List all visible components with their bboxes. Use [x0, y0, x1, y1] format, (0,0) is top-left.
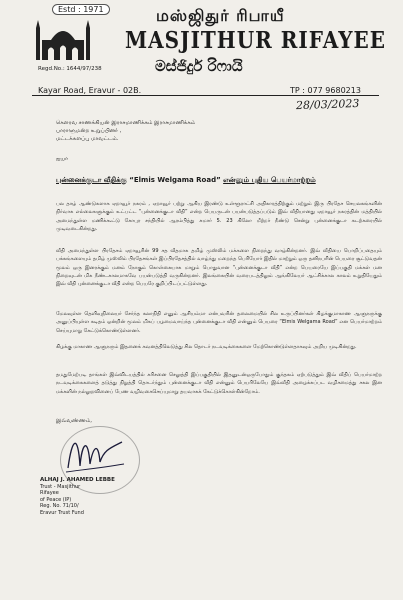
body-paragraph: கிழக்கு மாகாண ஆளுநரும் இதனைக் கவனத்திலெடுத்து சில தொடர் நடவடிக்கைகளை மேற்கொண்டுள்ளதாகவும் அறிய முடிகின்றது. — [56, 344, 357, 350]
letterhead-divider — [32, 95, 379, 96]
subject-line — [56, 176, 316, 185]
registration-number: Regd.No.: 1644/97/238 — [38, 66, 102, 72]
org-name-tamil: மஸ்ஜிதுர் ரிபாயீ — [156, 6, 285, 25]
mosque-logo-icon — [34, 20, 92, 62]
signatory-title-line: Trust - Masjithur — [40, 483, 81, 490]
subject-prefix: புன்னைக்குடா வீதிக்கு — [56, 176, 127, 184]
body-paragraph: வீதி அமைந்துள்ள பிரதேசம் ஏறாவூரின் 99 சத வீதமாக தமிழ் முஸ்லிம் மக்களை நிறைந்து வாழ்கின்றனர். இவ் வீதியை பொறிப்பதையும் பக்கங்களையும் தமிழ் முஸ்லிம் பிரதேசங்கள் இப்பிரதேசத்தில் வாழ்ந்து மறைந்த பெரியோர் இதில் மாற்றும் ஒரு தனிநபரின் பெயரை சூட்டுவதன் மூலம் ஒரு இனரக்கும் மனம் நோகும் கொள்கையாக மாறும் பொதுவான “புன்னைக்குடா வீதி” என்ற பெயரையே இப்பகுதி மக்கள் மன நிறைவுடன் மிக நீண்டகாலமாகவே பயன்படுத்தி வருகின்றனர். இலங்கையின் வரைபடத்திலும் ஆங்கிலேயர் ஆட்சிக்கால காலம் உறுதியேதும் இவ் வீதி புன்னைக்குடா வீதி என்ற பெயரே குறிப்பிடப்பட்டுள்ளது. — [56, 248, 382, 288]
body-paragraph: தமதுமேற்படி தாங்கள் இவ்விடயத்தில் கரிசனை செலுத்தி இப்பகுதியில் இதனுடன்ஒருபோதும் குந்தகம் ஏற்படுத்தும் இவ் வீதிப் பெயர்மாற்ற நடவடிக்கைகளைத் தடுத்து நிறுத்தி தொடர்ந்தும் புன்னைக்குடா வீதி என்னும் பெயரிலேயே இவ்வீதி அழைக்கப்பட வழிசமைத்து சகல இன மக்களின் நல்லுறவினைப் பேண வழிவகைசெய்யுமாறு தயவாகக் கேட்டுக்கொள்கின்றோம். — [56, 372, 382, 395]
subject-english: “Elmis Welgama Road” — [129, 176, 221, 184]
body-paragraph: பல தாழ் ஆண்டுகளாக ஏறாவூர் நகரம் , ஏறாவூர் பற்று ஆகிய இரண்டு உள்ளூராட்சி அதிகாரத்திற்கும் மற்றும் இரு பிரதேச செயலகங்களின் நிர்வாக எல்லைகளுக்கும் உட்பட்ட “புன்னைக்குடா வீதி” என்ற பெயருடன் பயன்படுத்தப்படும் இவ் வீதியானது ஏறாவூர் நகரத்தின் மத்தியில் அமைந்துள்ள மணிக்கூட்டு கோபுர சந்தியில் ஆரம்பித்து சுமார் 5. 23 கிலோ மீற்றர் நீண்டு சென்று புன்னைக்குடா கடற்கரையில் முடிவடைகின்றது. — [56, 201, 382, 232]
established-label: Estd : 1971 — [52, 4, 110, 15]
letter-date: 28/03/2023 — [295, 96, 360, 113]
org-name-sinhala: මස්ජිදුර් රිෆායි — [155, 57, 243, 75]
org-phone: TP : 077 9680213 — [290, 86, 361, 95]
signatory-title-line: Rifayee — [40, 490, 59, 496]
salutation: ஐயா — [56, 156, 69, 162]
closing-text: இவ்வண்ணம், — [56, 418, 93, 424]
recipient-address — [56, 119, 195, 144]
org-address: Kayar Road, Eravur - 02B. — [38, 86, 142, 95]
signatory-title-line: Eravur Trust Fund — [40, 509, 84, 516]
org-name-english: MASJITHUR RIFAYEE — [125, 26, 387, 54]
signatory-block — [40, 477, 115, 516]
signatory-title-line: Reg. No. 71/10/ — [40, 503, 79, 509]
handwritten-signature — [60, 428, 130, 478]
signatory-name: ALHAJ J. AHAMED LEBBE — [40, 477, 115, 483]
signatory-title-line: of Peace (IP) — [40, 496, 72, 503]
body-paragraph: மேலவுள்ள தெளிவுநிலையர் சேர்ந்த கலாநிதி எனும் ஆசியம்மா என்பவரின் தலைமையில் சில உருப்பினர்கள் கிழக்குமாகாண ஆளுநருக்கு அனுப்பியுள்ள கடிதம் ஒன்றின் மூலம் மிகப் பழமைவாய்ந்த புன்னைக்குடா வீதி என்னும் பெயரை “Elmis Welgama Road” என பெயர்மாற்றம் செய்யுமாறு கேட்டுக்கொண்டுள்ளனர். — [56, 311, 382, 334]
recipient-line: பாராளுமன்ற உறுப்பினர் , — [56, 128, 122, 135]
subject-suffix: என்னும் புதிய பெயர்மாற்றம் — [223, 176, 316, 184]
recipient-line: கௌரவ சாணக்கியன் இராசமாணிக்கம் இராசமாணிக்கம் — [56, 120, 196, 126]
recipient-line: மட்டக்களப்பு மாவட்டம். — [56, 136, 119, 143]
